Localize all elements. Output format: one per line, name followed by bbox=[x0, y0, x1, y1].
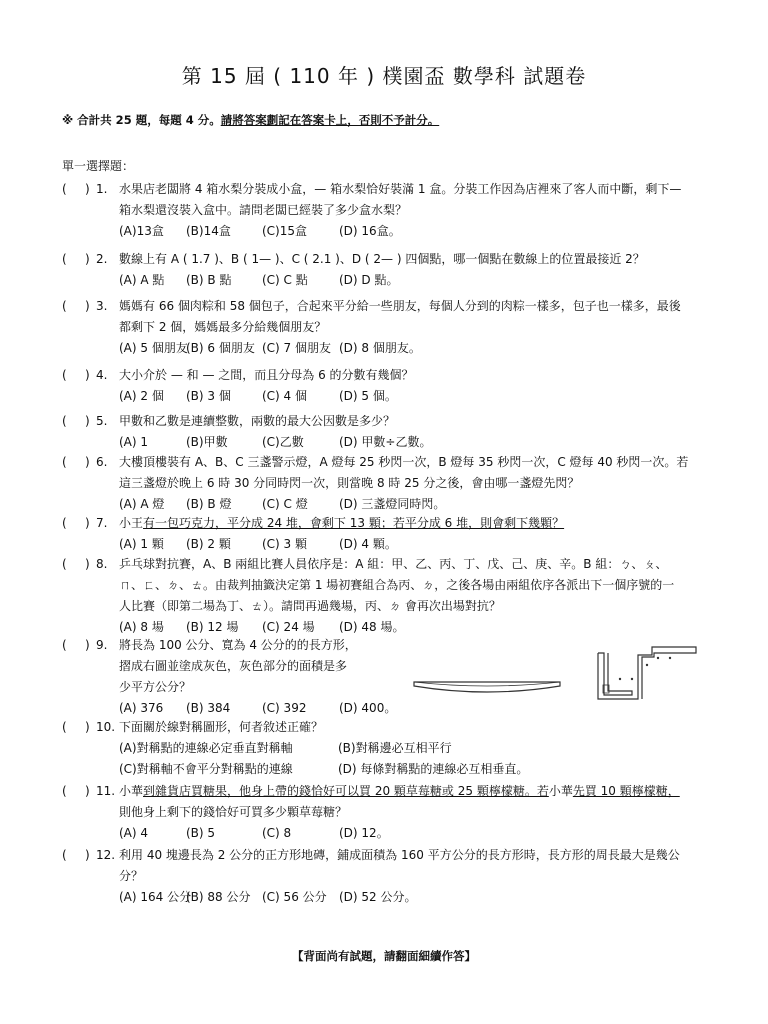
question-number: 11. bbox=[96, 784, 116, 798]
option-d: (D) D 點。 bbox=[339, 273, 399, 287]
option-a: (A) 2 個 bbox=[119, 389, 164, 403]
question-text: 人比賽（即第二場為丁、ㄊ）。請問再過幾場，丙、ㄉ 會再次出場對抗？ bbox=[119, 599, 501, 613]
paren-right: ) bbox=[85, 720, 90, 734]
option-b: (B) 3 個 bbox=[186, 389, 231, 403]
option-a: (A) 1 顆 bbox=[119, 537, 164, 551]
option-a: (A) 5 個朋友 bbox=[119, 341, 188, 355]
question-number: 8. bbox=[96, 557, 108, 571]
paren-left: ( bbox=[62, 557, 67, 571]
paren-right: ) bbox=[85, 516, 90, 530]
question-text: 數線上有 A ( 1.7 )、B ( 1— )、C ( 2.1 )、D ( 2— ) 四個點，哪一個點在數線上的位置最接近 2？ bbox=[119, 252, 645, 266]
options-row bbox=[62, 222, 712, 243]
question-number: 5. bbox=[96, 414, 108, 428]
question-text: 大小介於 — 和 — 之間，而且分母為 6 的分數有幾個？ bbox=[119, 368, 414, 382]
question-line bbox=[62, 514, 712, 535]
question-number: 4. bbox=[96, 368, 108, 382]
paren-left: ( bbox=[62, 848, 67, 862]
options-row bbox=[62, 535, 712, 556]
question-item bbox=[62, 514, 712, 556]
notice-underlined: 請將答案劃記在答案卡上，否則不予計分。 bbox=[220, 113, 440, 127]
paren-right: ) bbox=[85, 299, 90, 313]
question-number: 10. bbox=[96, 720, 116, 734]
underlined-name: 到雜貨店買糖果，他身上帶的錢恰好可以買 20 顆草莓糖或 25 顆檸檬糖。若 bbox=[143, 784, 549, 798]
option-a: (A) 8 場 bbox=[119, 620, 164, 634]
question-line bbox=[62, 576, 712, 597]
option-b: (B) 2 顆 bbox=[186, 537, 231, 551]
question-line bbox=[62, 250, 712, 271]
option-c: (C) 392 bbox=[262, 701, 307, 715]
option-c: (C)乙數 bbox=[262, 435, 304, 449]
option-a: (A) 1 bbox=[119, 435, 149, 449]
question-line bbox=[62, 180, 712, 201]
question-item bbox=[62, 782, 712, 845]
question-text: 都剩下 2 個，媽媽最多分給幾個朋友？ bbox=[119, 320, 327, 334]
page-title: 第 15 屆 ( 110 年 ) 樸園盃 數學科 試題卷 bbox=[181, 64, 587, 88]
question-line bbox=[62, 474, 712, 495]
option-d: (D) 每條對稱點的連線必互相垂直。 bbox=[338, 762, 529, 776]
exam-notice bbox=[62, 112, 439, 128]
paren-left: ( bbox=[62, 455, 67, 469]
option-a: (A)對稱點的連線必定垂直對稱軸 bbox=[119, 741, 293, 755]
question-line bbox=[62, 846, 712, 867]
option-b: (B) 384 bbox=[186, 701, 231, 715]
question-text: 乒乓球對抗賽，A、B 兩組比賽人員依序是：A 組：甲、乙、丙、丁、戊、己、庚、辛。B 組：ㄅ、ㄆ、 bbox=[119, 557, 668, 571]
option-d: (D) 8 個朋友。 bbox=[339, 341, 421, 355]
option-d: (D) 三盞燈同時閃。 bbox=[339, 497, 446, 511]
option-d: (D) 4 顆。 bbox=[339, 537, 397, 551]
text-segment: 小華 bbox=[548, 784, 573, 798]
question-line bbox=[62, 453, 712, 474]
options-row bbox=[62, 760, 712, 781]
question-line bbox=[62, 412, 712, 433]
paren-right: ) bbox=[85, 638, 90, 652]
option-b: (B) B 燈 bbox=[186, 497, 232, 511]
question-item bbox=[62, 555, 712, 639]
notice-prefix: ※ 合計共 25 題，每題 4 分。 bbox=[62, 113, 221, 127]
question-line bbox=[62, 318, 712, 339]
underlined-name: 有一包巧克力，平分成 24 堆，會剩下 13 顆；若平分成 6 堆，則會剩下幾顆？ bbox=[143, 516, 565, 530]
question-number: 3. bbox=[96, 299, 108, 313]
question-number: 6. bbox=[96, 455, 108, 469]
paren-left: ( bbox=[62, 182, 67, 196]
option-c: (C) C 燈 bbox=[262, 497, 308, 511]
option-d: (D) 52 公分。 bbox=[339, 890, 417, 904]
question-text bbox=[119, 514, 564, 532]
question-line bbox=[62, 297, 712, 318]
question-text: 媽媽有 66 個肉粽和 58 個包子，合起來平分給一些朋友，每個人分到的肉粽一樣多，包子也一樣多，最後 bbox=[119, 299, 681, 313]
question-text: 利用 40 塊邊長為 2 公分的正方形地磚，鋪成面積為 160 平方公分的長方形時，長方形的周長最大是幾公 bbox=[119, 848, 680, 862]
question-item bbox=[62, 250, 712, 292]
option-b: (B) B 點 bbox=[186, 273, 232, 287]
option-b: (B) 88 公分 bbox=[186, 890, 251, 904]
option-b: (B)14盒 bbox=[186, 224, 231, 238]
option-c: (C) 3 顆 bbox=[262, 537, 308, 551]
option-d: (D) 甲數÷乙數。 bbox=[339, 435, 432, 449]
paren-right: ) bbox=[85, 182, 90, 196]
option-d: (D) 16盒。 bbox=[339, 224, 401, 238]
option-a: (A) A 燈 bbox=[119, 497, 165, 511]
option-d: (D) 12。 bbox=[339, 826, 389, 840]
page-footer: 【背面尚有試題，請翻面細續作答】 bbox=[292, 949, 476, 963]
question-item bbox=[62, 297, 712, 360]
question-text: 少平方公分？ bbox=[119, 680, 192, 694]
question-text: 下面關於線對稱圖形，何者敘述正確？ bbox=[119, 720, 324, 734]
paren-left: ( bbox=[62, 638, 67, 652]
paren-left: ( bbox=[62, 720, 67, 734]
option-c: (C) 7 個朋友 bbox=[262, 341, 332, 355]
option-b: (B)甲數 bbox=[186, 435, 228, 449]
option-c: (C) C 點 bbox=[262, 273, 308, 287]
option-c: (C) 4 個 bbox=[262, 389, 308, 403]
question-line bbox=[62, 803, 712, 824]
question-line bbox=[62, 782, 712, 803]
question-line bbox=[62, 718, 712, 739]
paren-right: ) bbox=[85, 784, 90, 798]
paren-left: ( bbox=[62, 368, 67, 382]
folded-strip-figure bbox=[410, 672, 565, 702]
paren-right: ) bbox=[85, 848, 90, 862]
question-text: 則他身上剩下的錢恰好可買多少顆草莓糖？ bbox=[119, 805, 348, 819]
options-row bbox=[62, 824, 712, 845]
option-c: (C) 8 bbox=[262, 826, 292, 840]
option-c: (C)15盒 bbox=[262, 224, 308, 238]
paren-left: ( bbox=[62, 516, 67, 530]
question-line bbox=[62, 366, 712, 387]
paren-right: ) bbox=[85, 414, 90, 428]
option-a: (A) A 點 bbox=[119, 273, 165, 287]
option-b: (B)對稱邊必互相平行 bbox=[338, 741, 452, 755]
options-row bbox=[62, 339, 712, 360]
paren-left: ( bbox=[62, 414, 67, 428]
option-c: (C) 56 公分 bbox=[262, 890, 327, 904]
question-number: 2. bbox=[96, 252, 108, 266]
question-line bbox=[62, 597, 712, 618]
question-item bbox=[62, 718, 712, 781]
option-c: (C)對稱軸不會平分對稱點的連線 bbox=[119, 762, 293, 776]
option-a: (A)13盒 bbox=[119, 224, 164, 238]
question-item bbox=[62, 453, 712, 516]
question-item bbox=[62, 412, 712, 454]
question-number: 12. bbox=[96, 848, 116, 862]
question-number: 1. bbox=[96, 182, 108, 196]
question-text: 甲數和乙數是連續整數，兩數的最大公因數是多少？ bbox=[119, 414, 396, 428]
option-a: (A) 4 bbox=[119, 826, 149, 840]
option-a: (A) 164 公分 bbox=[119, 890, 192, 904]
option-b: (B) 6 個朋友 bbox=[186, 341, 255, 355]
question-line bbox=[62, 555, 712, 576]
paren-right: ) bbox=[85, 455, 90, 469]
question-text: 大樓頂樓裝有 A、B、C 三盞警示燈，A 燈每 25 秒閃一次，B 燈每 35 秒閃一次，C 燈每 40 秒閃一次。若 bbox=[119, 455, 689, 469]
question-text: 水果店老闆將 4 箱水梨分裝成小盒，— 箱水梨恰好裝滿 1 盒。分裝工作因為店裡來了客人而中斷，剩下— bbox=[119, 182, 682, 196]
question-item bbox=[62, 180, 712, 243]
question-text bbox=[119, 782, 680, 800]
options-row bbox=[62, 387, 712, 408]
question-number: 9. bbox=[96, 638, 108, 652]
question-number: 7. bbox=[96, 516, 108, 530]
options-row bbox=[62, 271, 712, 292]
options-row bbox=[62, 433, 712, 454]
text-segment: 小王 bbox=[119, 516, 144, 530]
option-d: (D) 400。 bbox=[339, 701, 397, 715]
paren-left: ( bbox=[62, 784, 67, 798]
option-b: (B) 12 場 bbox=[186, 620, 239, 634]
question-text: 分？ bbox=[119, 869, 144, 883]
paren-right: ) bbox=[85, 368, 90, 382]
option-a: (A) 376 bbox=[119, 701, 164, 715]
question-item bbox=[62, 846, 712, 909]
options-row bbox=[62, 739, 712, 760]
section-label: 單一選擇題： bbox=[62, 159, 135, 173]
question-text: ㄇ、ㄈ、ㄉ、ㄊ。由裁判抽籤決定第 1 場初賽組合為丙、ㄉ，之後各場由兩組依序各派出下一個序號的一 bbox=[119, 578, 675, 592]
question-text: 箱水梨還沒裝入盒中。請問老闆已經裝了多少盒水梨？ bbox=[119, 203, 408, 217]
text-segment: 小華 bbox=[119, 784, 144, 798]
paren-right: ) bbox=[85, 557, 90, 571]
paren-right: ) bbox=[85, 252, 90, 266]
paren-left: ( bbox=[62, 252, 67, 266]
question-text: 摺成右圖並塗成灰色，灰色部分的面積是多 bbox=[119, 659, 348, 673]
option-d: (D) 48 場。 bbox=[339, 620, 405, 634]
question-line bbox=[62, 201, 712, 222]
option-c: (C) 24 場 bbox=[262, 620, 315, 634]
question-line bbox=[62, 867, 712, 888]
underlined-name: 先買 10 顆檸檬糖， bbox=[572, 784, 680, 798]
option-b: (B) 5 bbox=[186, 826, 216, 840]
folded-shape-figure bbox=[592, 645, 702, 710]
options-row bbox=[62, 888, 712, 909]
option-d: (D) 5 個。 bbox=[339, 389, 397, 403]
question-text: 將長為 100 公分、寬為 4 公分的的長方形， bbox=[119, 638, 357, 652]
question-text: 這三盞燈於晚上 6 時 30 分同時閃一次，則當晚 8 時 25 分之後，會由哪一盞燈先閃？ bbox=[119, 476, 580, 490]
options-row bbox=[62, 495, 712, 516]
paren-left: ( bbox=[62, 299, 67, 313]
question-item bbox=[62, 366, 712, 408]
